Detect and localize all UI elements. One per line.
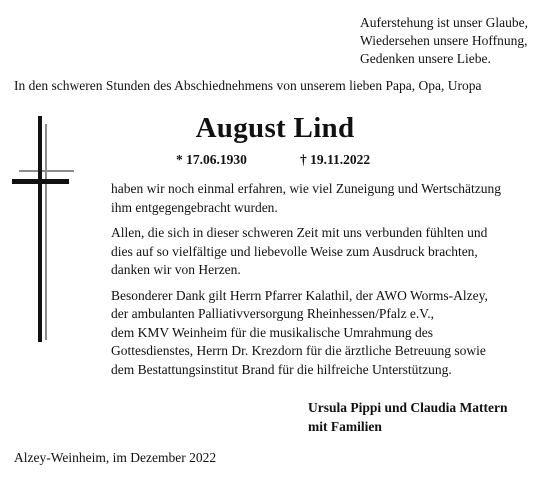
text-line: der ambulanten Palliativversorgung Rheinhessen/Pfalz e.V., xyxy=(111,306,435,321)
signature-line: mit Familien xyxy=(308,419,382,434)
motto-line: Auferstehung ist unser Glaube, xyxy=(360,15,528,30)
text-line: ihm entgegengebracht wurden. xyxy=(111,199,278,215)
paragraph-thanks-1 xyxy=(111,180,546,217)
thanks-body xyxy=(111,180,546,386)
motto-line: Gedenken unsere Liebe. xyxy=(360,51,491,66)
birth-date: * 17.06.1930 xyxy=(176,152,247,167)
text-line: dies auf so vielfältige und liebevolle Weise zum Ausdruck brachten, xyxy=(111,243,478,259)
motto-line: Wiedersehen unsere Hoffnung, xyxy=(360,33,528,48)
deceased-name: August Lind xyxy=(195,112,355,144)
intro-text: In den schweren Stunden des Abschiednehmens von unserem lieben Papa, Opa, Uropa xyxy=(14,78,482,93)
paragraph-thanks-2 xyxy=(111,224,546,280)
signature-block xyxy=(308,398,548,436)
text-line: Besonderer Dank gilt Herrn Pfarrer Kalathil, der AWO Worms-Alzey, xyxy=(111,287,488,303)
motto-verse xyxy=(360,14,545,68)
text-line: dem Bestattungsinstitut Brand für die hilfreiche Unterstützung. xyxy=(111,361,452,377)
death-date: † 19.11.2022 xyxy=(300,152,371,167)
text-line: haben wir noch einmal erfahren, wie viel Zuneigung und Wertschätzung xyxy=(111,181,502,196)
signature-line: Ursula Pippi und Claudia Mattern xyxy=(308,400,508,415)
text-line: Gottesdienstes, Herrn Dr. Krezdorn für die ärztliche Betreuung sowie xyxy=(111,343,486,358)
cross-shadow-vertical xyxy=(45,124,47,340)
cross-shadow-horizontal xyxy=(19,170,74,172)
text-line: Allen, die sich in dieser schweren Zeit mit uns verbunden fühlten und xyxy=(111,225,488,240)
text-line: danken wir von Herzen. xyxy=(111,262,241,277)
cross-horizontal-beam xyxy=(12,179,69,184)
cross-vertical-beam xyxy=(38,116,42,342)
text-line: dem KMV Weinheim für die musikalische Umrahmung des xyxy=(111,324,433,340)
paragraph-special-thanks xyxy=(111,287,546,380)
place-and-date: Alzey-Weinheim, im Dezember 2022 xyxy=(14,450,217,465)
cross-icon xyxy=(12,116,76,342)
